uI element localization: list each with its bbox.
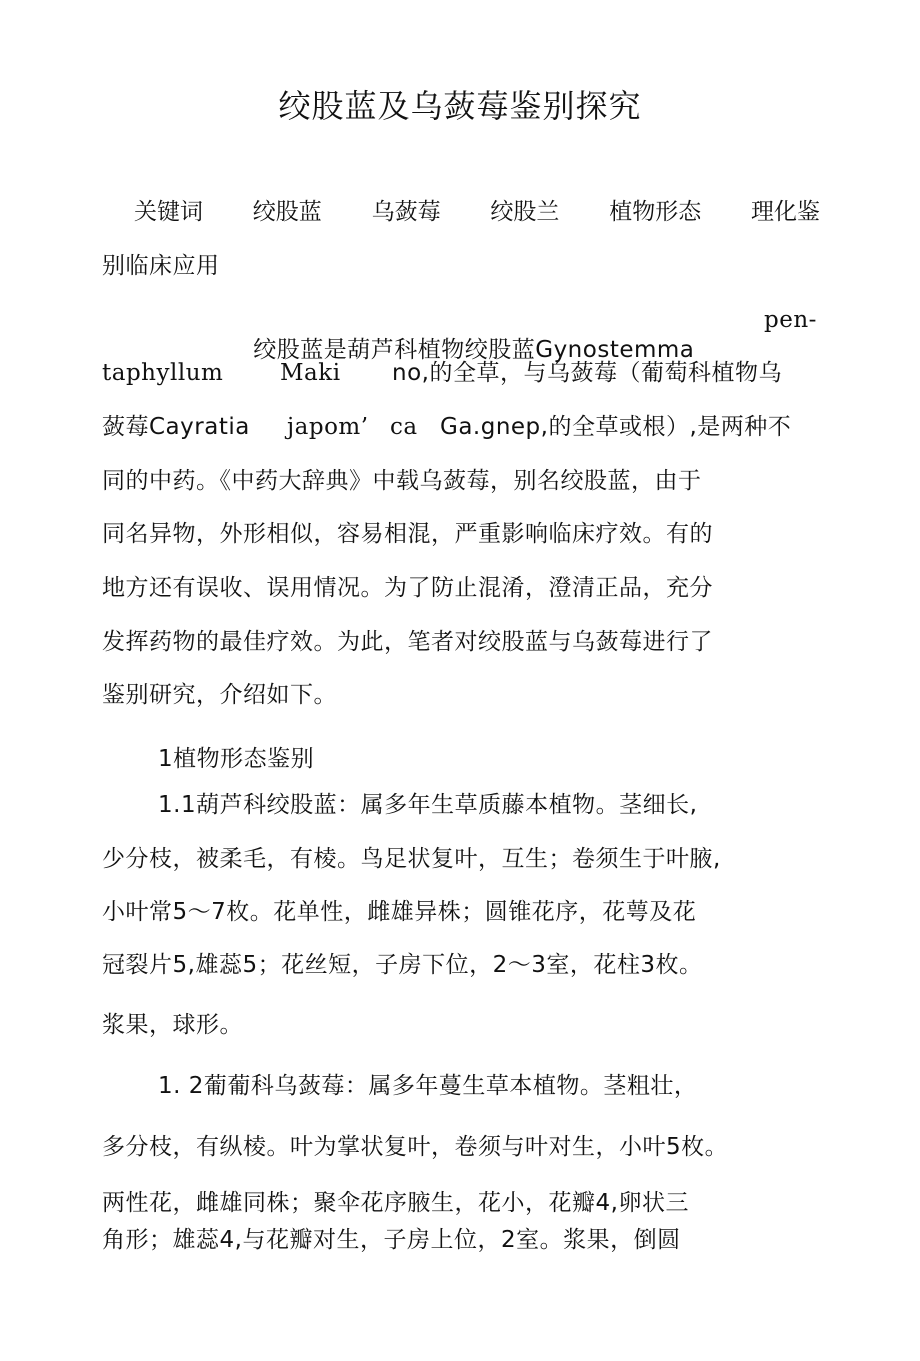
keyword-item: 理化鉴 [750,199,820,225]
paragraph-line: 少分枝，被柔毛，有棱。鸟足状复叶，互生；卷须生于叶腋, [102,846,721,872]
intro-line: 同的中药。《中药大辞典》中载乌蔹莓，别名绞股蓝，由于 [102,468,702,494]
intro-line: Maki [280,360,341,386]
paragraph-line: 冠裂片5,雄蕊5；花丝短，子房下位，2～3室，花柱3枚。 [102,952,703,978]
intro-line: japom’ [287,414,369,440]
intro-line: ca [390,414,418,440]
keyword-item: 植物形态 [609,199,702,225]
section-heading: 1植物形态鉴别 [158,746,315,772]
paragraph-line: 两性花，雌雄同株；聚伞花序腋生，花小，花瓣4,卵状三 [102,1190,689,1216]
keywords-continuation: 别临床应用 [102,253,220,279]
paragraph-line: 小叶常5～7枚。花单性，雌雄异株；圆锥花序，花萼及花 [102,899,697,925]
intro-line: 蔹莓Cayratia [102,414,250,440]
intro-line: Ga.gnep,的全草或根）,是两种不 [440,414,792,440]
intro-line: 同名异物，外形相似，容易相混，严重影响临床疗效。有的 [102,521,713,547]
keyword-item: 绞股兰 [490,199,560,225]
intro-line: 发挥药物的最佳疗效。为此，笔者对绞股蓝与乌蔹莓进行了 [102,629,713,655]
keywords-label: 关键词 [134,199,203,225]
paragraph-line: 1.1葫芦科绞股蓝：属多年生草质藤本植物。茎细长, [158,792,698,818]
paragraph-line: 浆果，球形。 [102,1012,243,1038]
paragraph-line: 1. 2葡葡科乌蔹莓：属多年蔓生草本植物。茎粗壮， [158,1073,698,1099]
keyword-item: 绞股蓝 [252,199,322,225]
intro-line: 鉴别研究，介绍如下。 [102,682,337,708]
intro-line: no,的全草，与乌蔹莓（葡萄科植物乌 [392,360,782,386]
document-title: 绞股蓝及乌蔹莓鉴别探究 [278,87,642,125]
paragraph-line: 角形；雄蕊4,与花瓣对生，子房上位，2室。浆果，倒圆 [102,1227,681,1253]
intro-line: taphyllum [102,360,224,386]
intro-text: 绞股蓝是葫芦科植物绞股蓝Gynostemma [253,337,695,363]
intro-line-end: pen- [764,307,817,333]
keyword-item: 乌蔹莓 [371,199,441,225]
keywords-row [134,197,820,227]
paragraph-line: 多分枝，有纵棱。叶为掌状复叶，卷须与叶对生，小叶5枚。 [102,1134,729,1160]
intro-line: 地方还有误收、误用情况。为了防止混淆，澄清正品，充分 [102,575,713,601]
